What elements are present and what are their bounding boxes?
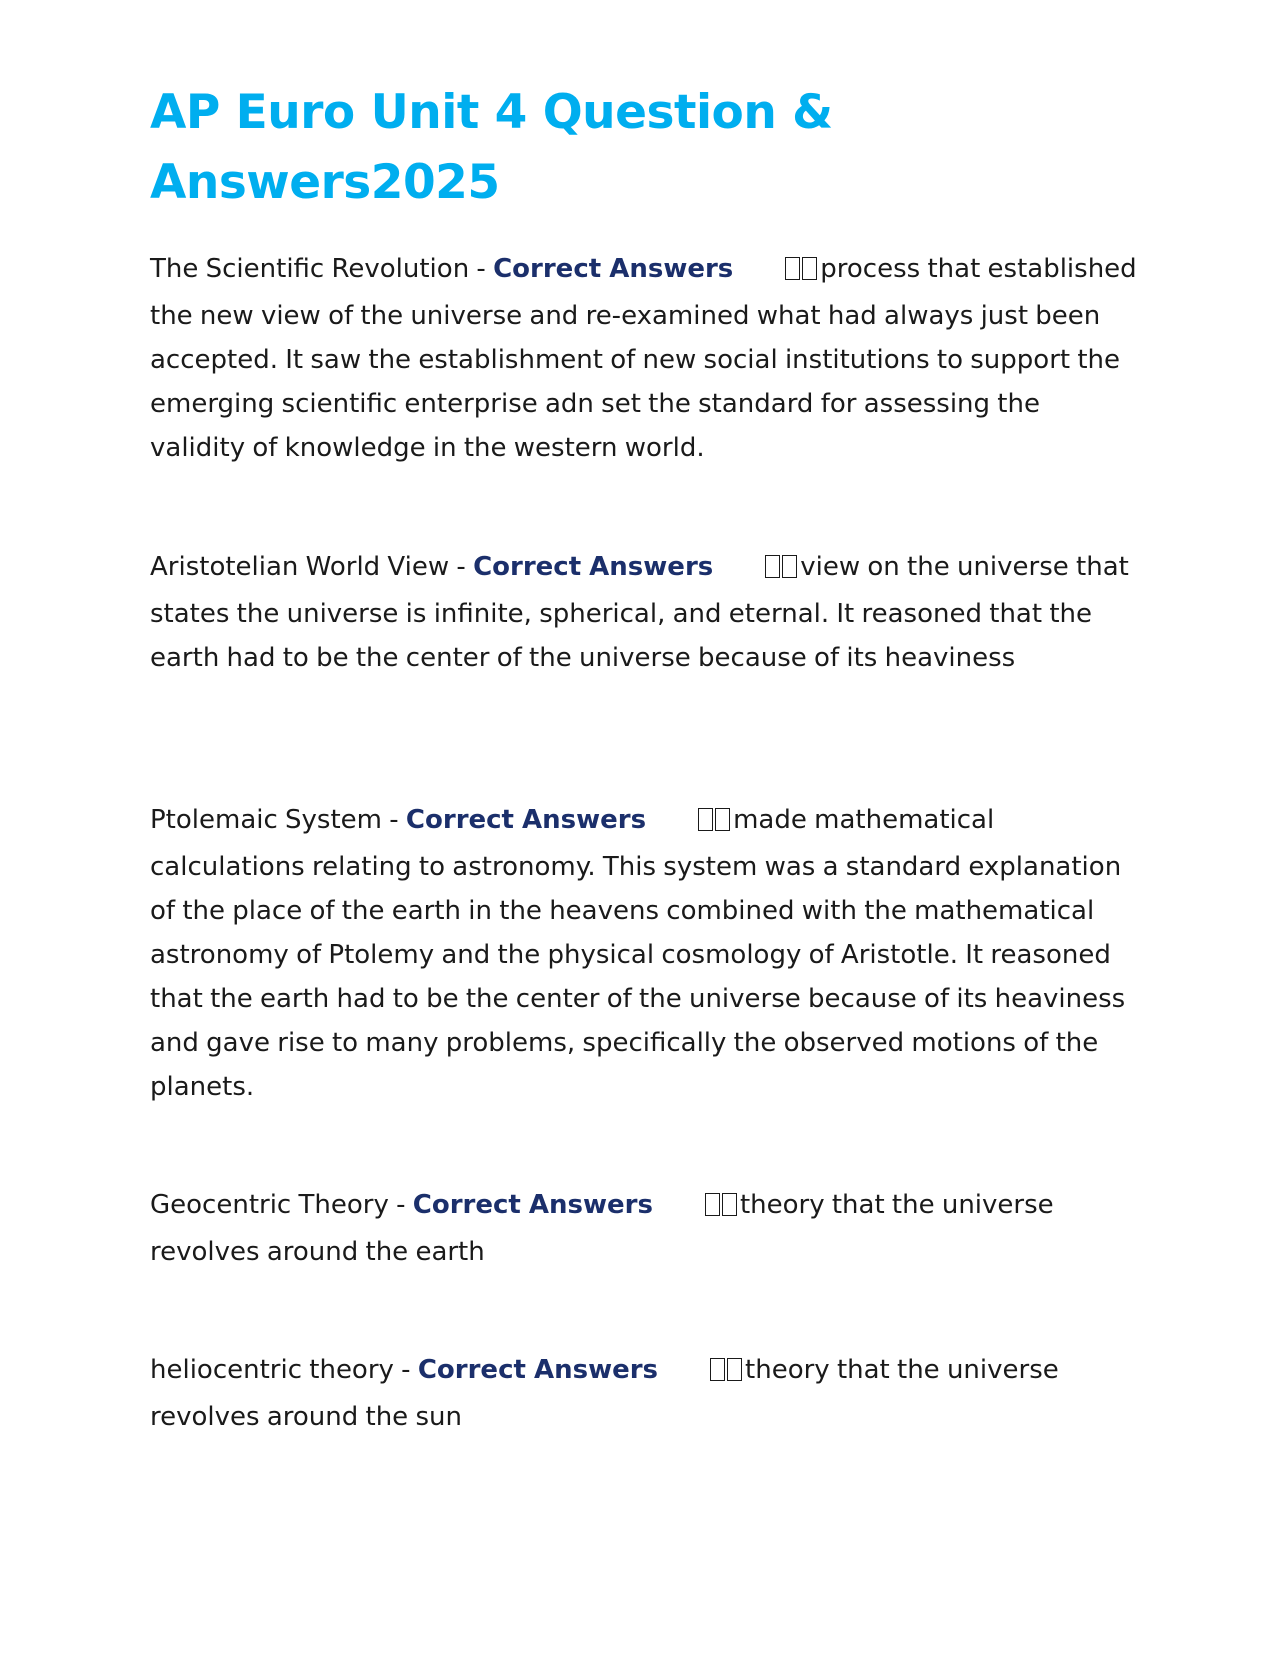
qa-entry: [150, 1183, 1140, 1274]
entry-answer: made mathematical calculations relating to astronomy. This system was a standard explanation of the place of the earth in the heavens combined with the mathematical astronomy of Ptolemy and the physical cosmology of Aristotle. It reasoned that the earth had to be the center of the universe because of its heaviness and gave rise to many problems, specifically the observed motions of the planets.: [150, 805, 1126, 1102]
qa-entry: [150, 545, 1140, 680]
correct-answers-label: Correct Answers: [412, 1190, 653, 1220]
entry-separator: -: [393, 1355, 418, 1385]
entry-separator: -: [469, 254, 494, 284]
missing-glyph-icon: [785, 250, 819, 294]
entry-answer: process that established the new view of the universe and re-examined what had always just been accepted. It saw the establishment of new social institutions to support the emerging scientific enterprise adn set the standard for assessing the validity of knowledge in the western world.: [150, 254, 1137, 463]
entry-term: Aristotelian World View: [150, 552, 450, 582]
entry-separator: -: [449, 552, 474, 582]
correct-answers-label: Correct Answers: [493, 254, 734, 284]
entry-answer: view on the universe that states the universe is infinite, spherical, and eternal. It reasoned that the earth had to be the center of the universe because of its heaviness: [150, 552, 1129, 673]
qa-entry: [150, 798, 1140, 1109]
entry-separator: -: [382, 805, 406, 835]
document-title: AP Euro Unit 4 Question & Answers2025: [150, 85, 833, 210]
qa-entry: [150, 1348, 1140, 1439]
qa-entry: [150, 247, 1140, 470]
entry-term: Ptolemaic System: [150, 805, 382, 835]
missing-glyph-icon: [710, 1351, 744, 1395]
entry-term: The Scientific Revolution: [150, 254, 470, 284]
missing-glyph-icon: [698, 801, 732, 845]
correct-answers-label: Correct Answers: [417, 1355, 659, 1385]
missing-glyph-icon: [705, 1186, 739, 1230]
entry-separator: -: [388, 1190, 413, 1220]
entry-term: heliocentric theory: [150, 1355, 394, 1385]
entry-answer: theory that the universe revolves around the earth: [150, 1190, 1054, 1267]
missing-glyph-icon: [765, 548, 799, 592]
correct-answers-label: Correct Answers: [405, 805, 647, 835]
entry-term: Geocentric Theory: [150, 1190, 389, 1220]
correct-answers-label: Correct Answers: [473, 552, 714, 582]
entry-answer: theory that the universe revolves around the sun: [150, 1355, 1059, 1432]
